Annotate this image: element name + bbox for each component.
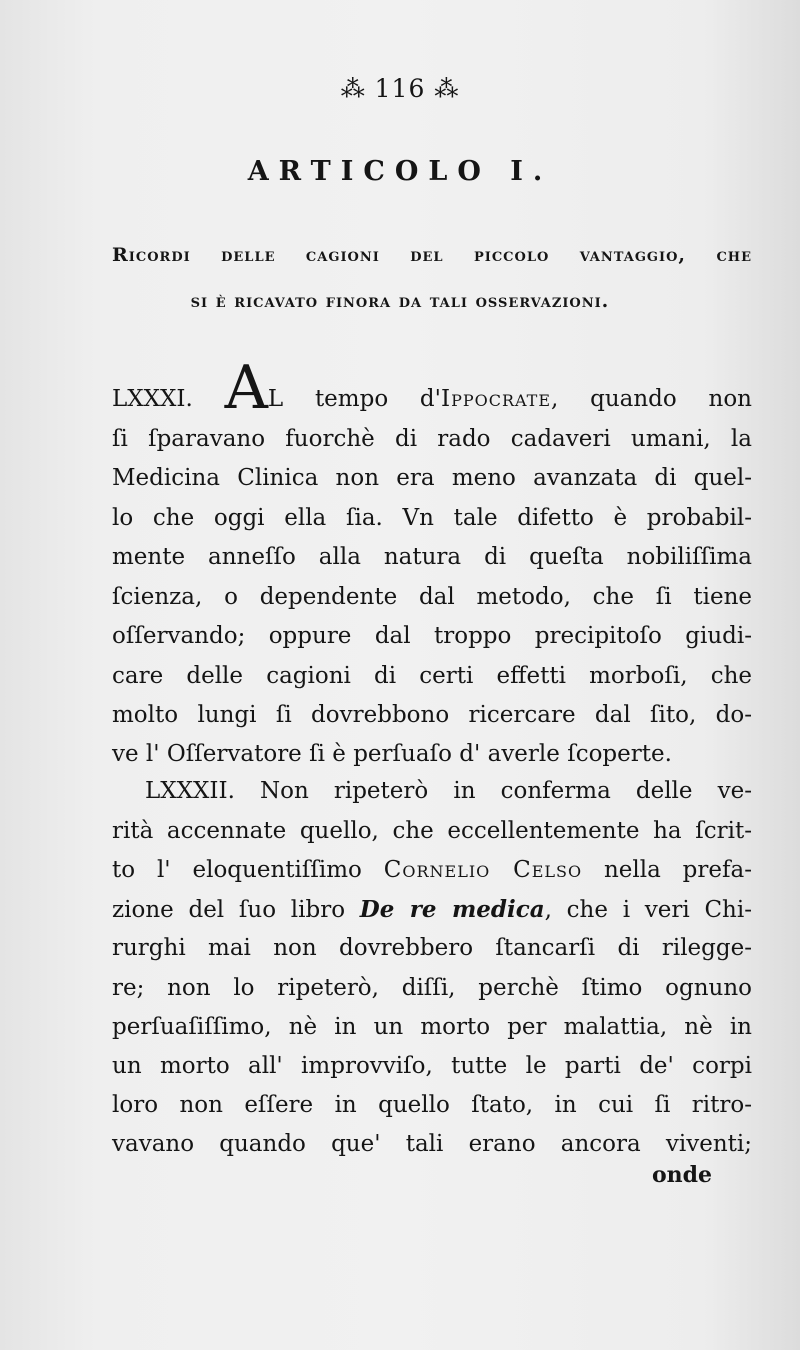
text-line: ſcienza, o dependente dal metodo, che ſi tiene (112, 584, 752, 610)
text-line: mente anneſſo alla natura di queſta nobiliſſima (112, 544, 752, 570)
subtitle-line-1: Ricordi delle cagioni del piccolo vantaggio, che (112, 244, 752, 266)
text-fragment: Non ripeterò in conferma delle ve- (259, 778, 752, 804)
text-line: Medicina Clinica non era meno avanzata di quel- (112, 465, 752, 491)
paragraph-number: LXXXII. (145, 778, 235, 804)
text-line: rità accennate quello, che eccellentemente ha ſcrit- (112, 818, 752, 844)
text-line: lo che oggi ella ſia. Vn tale difetto è probabil- (112, 505, 752, 531)
subtitle-line-2: si è ricavato finora da tali osservazioni. (190, 290, 610, 312)
text-fragment: to l' eloquentiſſimo (112, 857, 362, 883)
text-fragment: , che i veri Chi- (544, 897, 752, 923)
text-line: loro non eſſere in quello ſtato, in cui ſi ritro- (112, 1092, 752, 1118)
text-line: oſſervando; oppure dal troppo precipitoſo giudi- (112, 623, 752, 649)
text-line (145, 778, 752, 804)
text-line: re; non lo ripeterò, diſſi, perchè ſtimo ognuno (112, 975, 752, 1001)
ornament-right-icon: ⁂ (434, 75, 460, 103)
catchword: onde (652, 1162, 713, 1188)
ornament-left-icon: ⁂ (340, 75, 366, 103)
running-header (0, 74, 800, 103)
text-line: ſi ſparavano fuorchè di rado cadaveri umani, la (112, 426, 752, 452)
paragraph-number: LXXXI. (112, 386, 193, 412)
text-line: ve l' Oſſervatore ſi è perſuaſo d' averle ſcoperte. (112, 741, 672, 767)
author-name: Ippocrate (440, 386, 552, 412)
drop-cap: A (224, 353, 268, 423)
author-name: Cornelio Celso (383, 857, 583, 883)
text-fragment: zione del ſuo libro (112, 897, 346, 923)
text-line (112, 857, 752, 883)
text-line (112, 896, 752, 923)
text-line (112, 353, 752, 423)
book-title: De re medica (359, 896, 545, 923)
article-title: ARTICOLO I. (247, 156, 553, 187)
text-fragment: L tempo d' (267, 386, 441, 412)
text-line: care delle cagioni di certi effetti morboſi, che (112, 663, 752, 689)
text-fragment: , quando non (551, 386, 752, 412)
text-fragment: nella prefa- (603, 857, 752, 883)
page-number: 116 (374, 74, 426, 103)
text-line: molto lungi ſi dovrebbono ricercare dal ſito, do- (112, 702, 752, 728)
text-line: perſuaſiſſimo, nè in un morto per malattia, nè in (112, 1014, 752, 1040)
text-line: vavano quando que' tali erano ancora viventi; (112, 1131, 752, 1157)
text-line: rurghi mai non dovrebbero ſtancarſi di rilegge- (112, 935, 752, 961)
text-line: un morto all' improvviſo, tutte le parti de' corpi (112, 1053, 752, 1079)
